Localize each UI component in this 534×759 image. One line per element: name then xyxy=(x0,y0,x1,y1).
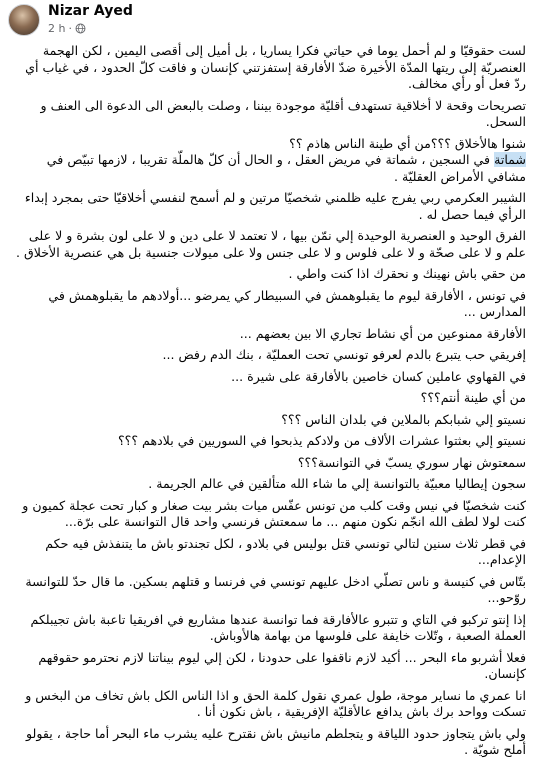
post-paragraph: الأفارقة ممنوعين من أي نشاط تجاري الا بين بعضهم ... xyxy=(239,325,526,341)
globe-icon xyxy=(75,23,86,34)
post-meta xyxy=(48,22,86,35)
post-paragraph: سمعتوش نهار سوري يسبّ في التوانسة؟؟؟ xyxy=(297,454,526,470)
post-paragraph: في القهاوي عاملين كسان خاصين بالأفارقة على شيرة ... xyxy=(231,368,526,384)
post-paragraph: نسيتو إلي شبابكم بالملاين في بلدان الناس ؟؟؟ xyxy=(281,411,526,427)
avatar[interactable] xyxy=(8,4,40,36)
post-body xyxy=(12,43,526,757)
post-paragraph: نسيتو إلي بعثتوا عشرات الألاف من ولادكم يذبحوا في السوريين في بلادهم ؟؟؟ xyxy=(118,433,526,448)
post-paragraph: في تونس ، الأفارقة ليوم ما يقبلوهمش في السبيطار كي يمرضو ...أولادهم ما يقبلوهمش في المدارس ... xyxy=(48,287,526,319)
post-paragraph: سجون إيطاليا معبيّة بالتوانسة إلي ما شاء الله متألقين في عالم الجريمة . xyxy=(148,476,526,491)
paragraph-text: في السجين ، شماتة في مريض العقل ، و الحال أن كلّ هالملّة تقريبا ، لازمها تبيّص في مشافي الأمراض العقليّة . xyxy=(46,152,526,184)
post-paragraph: إفريقي حب يتبرع بالدم لعرفو تونسي تحت العمليّة ، بنك الدم رفض ... xyxy=(162,347,526,362)
paragraph-text: شنوا هالأخلاق ؟؟؟من أي طينة الناس هاذم ؟؟ xyxy=(289,135,526,151)
author-name[interactable]: Nizar Ayed xyxy=(48,3,133,19)
post-paragraph: انا عمري ما نساير موجة، طول عمري نقول كلمة الحق و اذا الناس الكل باش تخاف من البخس و تسكت وواحد برك باش يدافع عالأقليّة الإفريقية ، باش نكون أنا . xyxy=(25,687,526,719)
post-paragraph: الشيبر العكرمي ربي يفرج عليه ظلمني شخصيّا مرتين و لم أسمح لنفسي أخلاقيّا حتى بمجرد إبداء الرأي فيما حصل له . xyxy=(24,190,526,222)
post-paragraph: ولي باش يتجاوز حدود اللياقة و يتجلطم مانيش باش نقترح عليه يشرب ماء البحر أما حاجة ، يقولو أملح شويّة . xyxy=(26,725,526,757)
post-header xyxy=(0,0,534,40)
post-paragraph: من حقي باش نهينك و نحقرك اذا كنت واطي . xyxy=(288,266,526,281)
post-paragraph: بتّاس في كنيسة و ناس تصلّي ادخل عليهم تونسي في فرنسا و قتلهم بسكين. ما قال حدّ للتوانسة روّحو... xyxy=(25,573,526,605)
post-paragraph: من أي طينة أنتم؟؟؟ xyxy=(420,390,526,405)
post-paragraph: الفرق الوحيد و العنصرية الوحيدة إلي نمّن بيها ، لا تعتمد لا على دين و لا على لون بشرة و لا على علم و لا على صحّة و لا على فلوس و لا على جنس ولا على ميولات جنسية بل هي عنصرية الأخلاق . xyxy=(15,228,526,260)
post-paragraph: تصريحات وقحة لا أخلاقية تستهدف أقليّة موجودة بيننا ، وصلت بالبعض الى الدعوة الى العنف و السحل. xyxy=(40,97,526,129)
post-paragraph: في قطر ثلاث سنين لتالي تونسي قتل بوليس في بلادو ، لكل تجندتو باش ما يتنفذش فيه حكم الإعدام... xyxy=(45,535,526,567)
highlighted-word: شماتة xyxy=(494,152,526,167)
post-paragraph: كنت شخصيّا في نيس وقت كلب من تونس عفّس ميات بشر بيت صغار و كبار تحت عجلة كميون و كنت لولا لطف الله انجّم نكون منهم ... ما سمعتش فرنسي واحد قال التوانسة على برّة... xyxy=(22,497,526,529)
post-paragraph: فعلا أشربو ماء البحر ... أكيد لازم ناقفوا على حدودنا ، لكن إلي ليوم بيناتنا لازم نحترمو حقوقهم كإنسان. xyxy=(38,649,526,681)
meta-separator: · xyxy=(68,22,72,35)
post-paragraph: إذا إنتو تركبو في التاي و تتبرو عالأفارقة فما توانسة عندها مشاريع في افريقيا تاعبة باش تجيبلكم العملة الصعبة ، وتّلات خايفة على فلوسها من بهامة هالأوباش. xyxy=(30,611,526,643)
post-paragraph xyxy=(12,136,526,186)
post-time[interactable]: 2 h xyxy=(48,22,66,35)
post-paragraph: لست حقوقيّا و لم أحمل يوما في حياتي فكرا يساريا ، بل أميل إلى أقصى اليمين ، لكن الهجمة العنصريّة إلى ريتها المدّة الأخيرة ضدّ الأفارقة إستفزتني كإنسان و فاقت كلّ الحدود ، في غياب أي ردّ فعل أو رأي مخالف. xyxy=(25,43,526,91)
